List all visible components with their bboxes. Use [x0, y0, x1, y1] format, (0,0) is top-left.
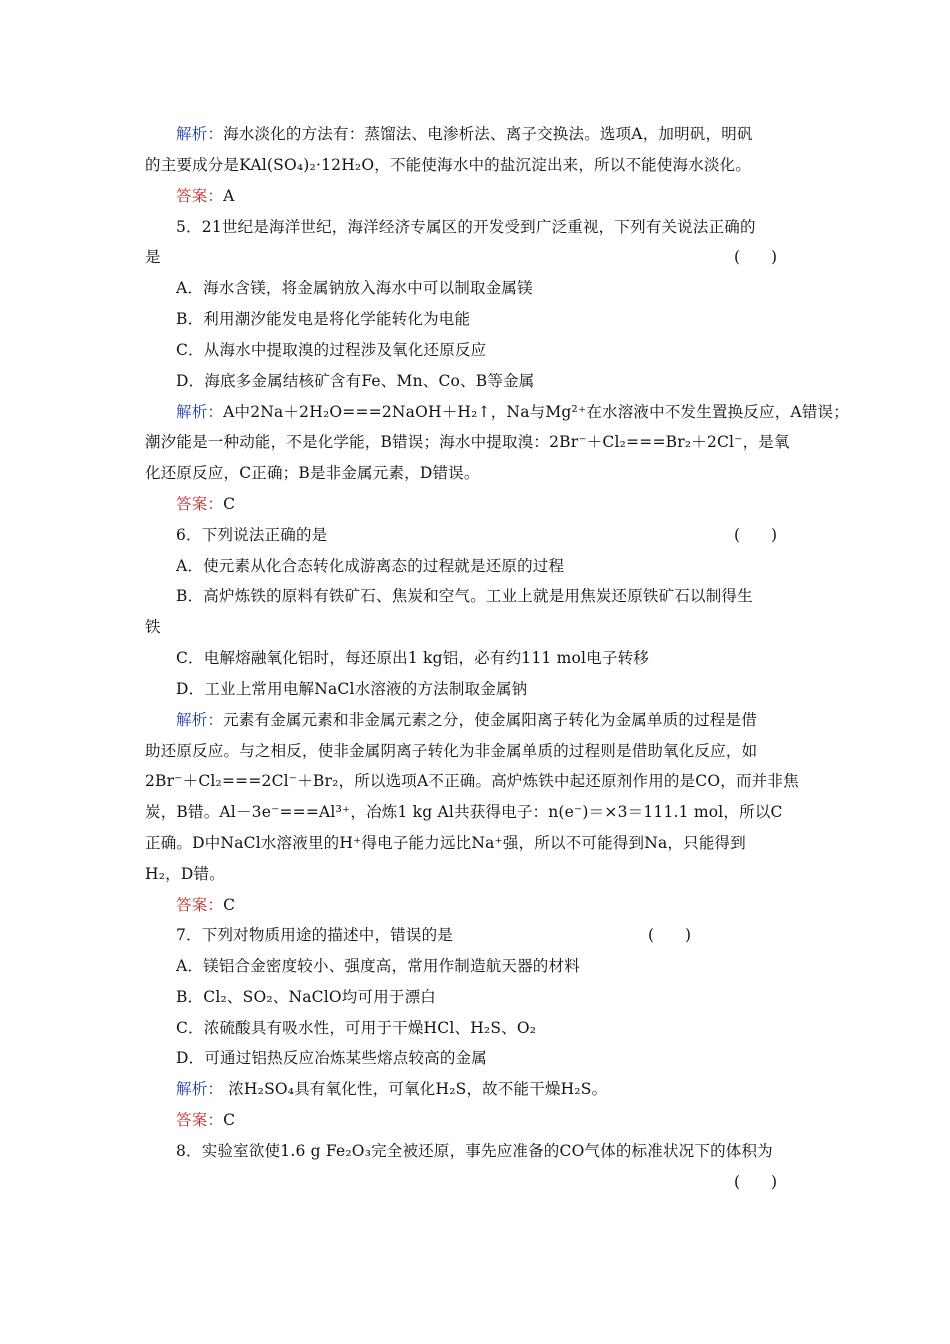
q6-option-c: C．电解熔融氧化铝时，每还原出1 kg铝，必有约111 mol电子转移	[176, 649, 649, 667]
q7-option-d: D．可通过铝热反应冶炼某些熔点较高的金属	[176, 1049, 487, 1067]
q6-analysis-line-6: H₂，D错。	[145, 865, 225, 883]
q8-stem: 8．实验室欲使1.6 g Fe₂O₃完全被还原，事先应准备的CO气体的标准状况下的体积为	[176, 1142, 773, 1160]
q7-answer-bracket: ( )	[648, 926, 692, 944]
q4-answer: 答案：A	[176, 187, 235, 205]
q5-analysis-line-1: 解析：A中2Na＋2H₂O===2NaOH＋H₂↑，Na与Mg²⁺在水溶液中不发生置换反应，A错误；	[176, 403, 849, 421]
q4-analysis-line-1: 解析：海水淡化的方法有：蒸馏法、电渗析法、离子交换法。选项A，加明矾，明矾	[176, 125, 753, 143]
q6-answer-bracket: ( )	[734, 526, 778, 544]
q7-analysis-label: 解析：	[176, 1080, 224, 1098]
q5-stem-line-1: 5．21世纪是海洋世纪，海洋经济专属区的开发受到广泛重视，下列有关说法正确的	[176, 218, 756, 236]
q6-analysis-line-2: 助还原反应。与之相反，使非金属阴离子转化为非金属单质的过程则是借助氧化反应，如	[145, 742, 758, 760]
q5-analysis-label: 解析：	[176, 403, 224, 421]
q5-option-c: C．从海水中提取溴的过程涉及氧化还原反应	[176, 341, 487, 359]
q6-analysis-line-1: 解析：元素有金属元素和非金属元素之分，使金属阳离子转化为金属单质的过程是借	[176, 711, 757, 729]
q7-analysis-line-1: 解析： 浓H₂SO₄具有氧化性，可氧化H₂S，故不能干燥H₂S。	[176, 1080, 608, 1098]
q6-stem: 6．下列说法正确的是	[176, 526, 328, 544]
q7-option-c: C．浓硫酸具有吸水性，可用于干燥HCl、H₂S、O₂	[176, 1019, 537, 1037]
q6-option-d: D．工业上常用电解NaCl水溶液的方法制取金属钠	[176, 680, 528, 698]
q6-option-b-line-1: B．高炉炼铁的原料有铁矿石、焦炭和空气。工业上就是用焦炭还原铁矿石以制得生	[176, 587, 753, 605]
q6-answer: 答案：C	[176, 896, 236, 914]
q4-analysis-line-2: 的主要成分是KAl(SO₄)₂·12H₂O，不能使海水中的盐沉淀出来，所以不能使海水淡化。	[145, 156, 752, 174]
q7-option-a: A．镁铝合金密度较小、强度高，常用作制造航天器的材料	[176, 957, 580, 975]
q6-analysis-line-4: 炭，B错。Al－3e⁻===Al³⁺，冶炼1 kg Al共获得电子：n(e⁻)＝×3＝111.1 mol，所以C	[145, 803, 783, 821]
q5-option-d: D．海底多金属结核矿含有Fe、Mn、Co、B等金属	[176, 372, 535, 390]
q4-answer-label: 答案：	[176, 187, 224, 205]
q7-answer-label: 答案：	[176, 1111, 224, 1129]
q6-analysis-line-5: 正确。D中NaCl水溶液里的H⁺得电子能力远比Na⁺强，所以不可能得到Na，只能得到	[145, 834, 746, 852]
q5-analysis-line-3: 化还原反应，C正确；B是非金属元素，D错误。	[145, 464, 480, 482]
q8-answer-bracket: ( )	[734, 1173, 778, 1191]
q5-option-a: A．海水含镁，将金属钠放入海水中可以制取金属镁	[176, 279, 533, 297]
q5-stem-line-2: 是	[145, 248, 161, 266]
q5-answer-bracket: ( )	[734, 248, 778, 266]
q6-analysis-label: 解析：	[176, 711, 224, 729]
q5-analysis-line-2: 潮汐能是一种动能，不是化学能，B错误；海水中提取溴：2Br⁻＋Cl₂===Br₂＋2Cl⁻，是氧	[145, 433, 790, 451]
q5-option-b: B．利用潮汐能发电是将化学能转化为电能	[176, 310, 471, 328]
q4-analysis-label: 解析：	[176, 125, 224, 143]
q6-analysis-line-3: 2Br⁻＋Cl₂===2Cl⁻＋Br₂，所以选项A不正确。高炉炼铁中起还原剂作用的是CO，而并非焦	[145, 772, 799, 790]
q6-answer-label: 答案：	[176, 896, 224, 914]
q6-option-b-line-2: 铁	[145, 618, 161, 636]
q5-answer: 答案：C	[176, 495, 236, 513]
q6-option-a: A．使元素从化合态转化成游离态的过程就是还原的过程	[176, 557, 565, 575]
q7-option-b: B．Cl₂、SO₂、NaClO均可用于漂白	[176, 988, 436, 1006]
q7-stem: 7．下列对物质用途的描述中，错误的是	[176, 926, 453, 944]
q5-answer-label: 答案：	[176, 495, 224, 513]
q7-answer: 答案：C	[176, 1111, 236, 1129]
